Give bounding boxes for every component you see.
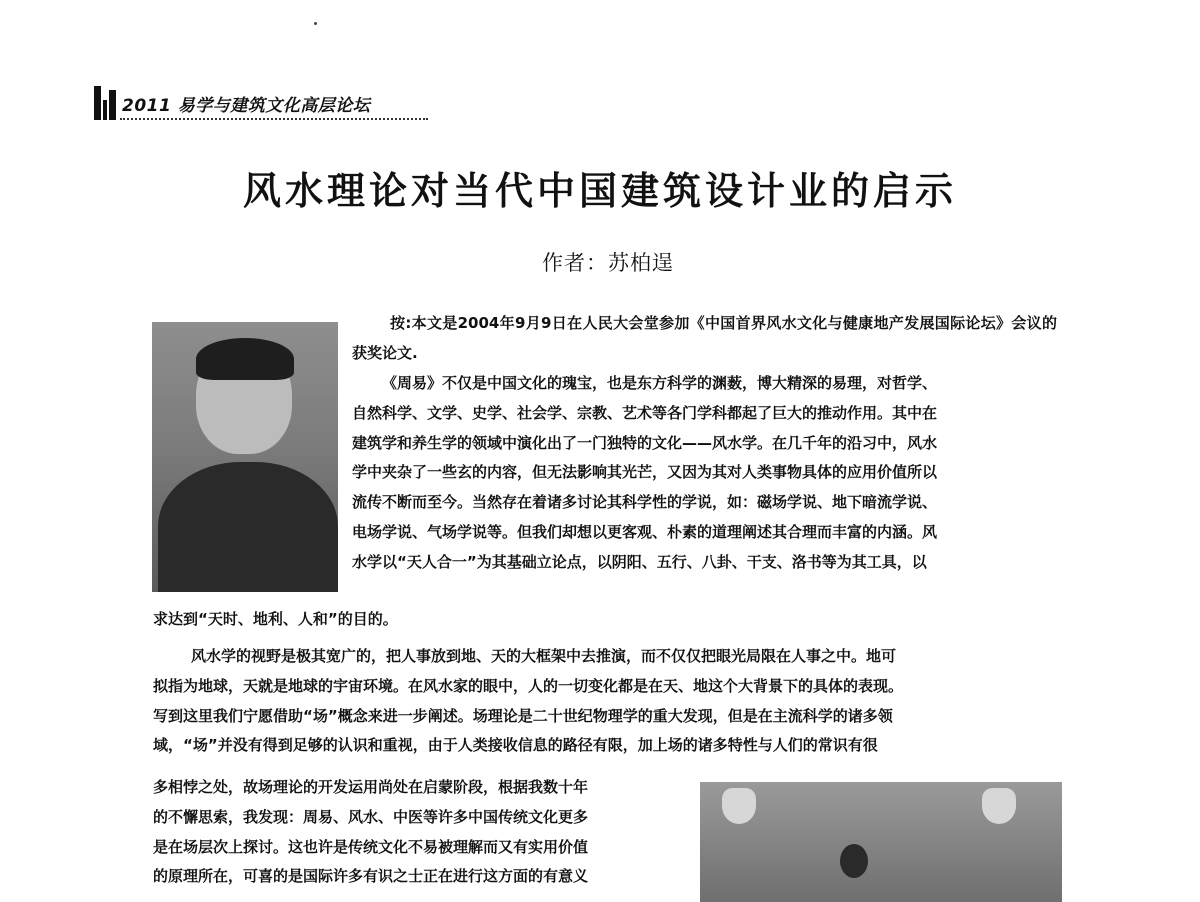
portrait-hair-shape	[196, 338, 294, 380]
scan-speck	[314, 22, 317, 25]
header-bar-mark-icon	[92, 84, 120, 120]
paragraph-1	[352, 369, 1057, 578]
running-header-title: 2011 易学与建筑文化高层论坛	[122, 96, 371, 116]
note-line: 论坛》会议的获奖论文.	[352, 314, 1057, 362]
paragraph-line: 写到这里我们宁愿借助“场”概念来进一步阐述。场理论是二十世纪物理学的重大发现，但是在主流科学的诸多领	[153, 706, 893, 725]
paragraph-line: 《周易》不仅是中国文化的瑰宝，也是东方科学的渊薮，博大精深的易理，对哲学、	[382, 374, 938, 392]
paragraph-1-tail	[153, 605, 1058, 635]
article-author: 作者：苏柏逞	[542, 251, 674, 275]
paragraph-line: 自然科学、文学、史学、社会学、宗教、艺术等各门学科都起了巨大的推动作用。其中在	[352, 403, 938, 422]
author-portrait-photo	[152, 322, 338, 592]
paragraph-line: 建筑学和养生学的领域中演化出了一门独特的文化——风水学。在几千年的沿习中，风水	[352, 433, 938, 452]
running-header	[92, 82, 428, 122]
paragraph-line: 电场学说、气场学说等。但我们却想以更客观、朴素的道理阐述其合理而丰富的内涵。风	[352, 522, 938, 541]
chandelier-shape	[722, 788, 756, 824]
paragraph-line: 水学以“天人合一”为其基础立论点，以阴阳、五行、八卦、干支、洛书等为其工具，以	[352, 552, 927, 571]
paragraph-line: 是在场层次上探讨。这也许是传统文化不易被理解而又有实用价值	[153, 837, 589, 856]
paragraph-line: 域，“场”并没有得到足够的认识和重视，由于人类接收信息的路径有限，加上场的诸多特性与人们的常识有很	[153, 736, 878, 755]
paragraph-line: 多相悖之处，故场理论的开发运用尚处在启蒙阶段，根据我数十年	[153, 778, 589, 796]
paragraph-line: 流传不断而至今。当然存在着诸多讨论其科学性的学说，如：磁场学说、地下暗流学说、	[352, 493, 938, 512]
paragraph-line: 的原理所在，可喜的是国际许多有识之士正在进行这方面的有意义	[153, 867, 589, 886]
chandelier-shape	[982, 788, 1016, 824]
paragraph-line: 拟指为地球，天就是地球的宇宙环境。在风水家的眼中，人的一切变化都是在天、地这个大背景下的具体的表现。	[153, 676, 904, 695]
paragraph-line: 求达到“天时、地利、人和”的目的。	[153, 610, 398, 628]
paragraph-line: 风水学的视野是极其宽广的，把人事放到地、天的大框架中去推演，而不仅仅把眼光局限在人事之中。地可	[191, 647, 897, 665]
editor-note	[352, 309, 1057, 369]
speaker-figure-shape	[840, 844, 868, 878]
note-line: 按:本文是2004年9月9日在人民大会堂参加《中国首界风水文化与健康地产发展国际	[390, 314, 966, 332]
paragraph-3	[153, 773, 681, 892]
header-dotted-rule	[120, 118, 428, 120]
paragraph-2	[153, 642, 1058, 761]
paragraph-line: 学中夹杂了一些玄的内容，但无法影响其光芒，又因为其对人类事物具体的应用价值所以	[352, 463, 938, 482]
article-title: 风水理论对当代中国建筑设计业的启示	[242, 168, 957, 213]
paragraph-line: 的不懈思索，我发现：周易、风水、中医等许多中国传统文化更多	[153, 807, 589, 826]
event-hall-photo	[700, 782, 1062, 902]
portrait-body-shape	[158, 462, 338, 592]
